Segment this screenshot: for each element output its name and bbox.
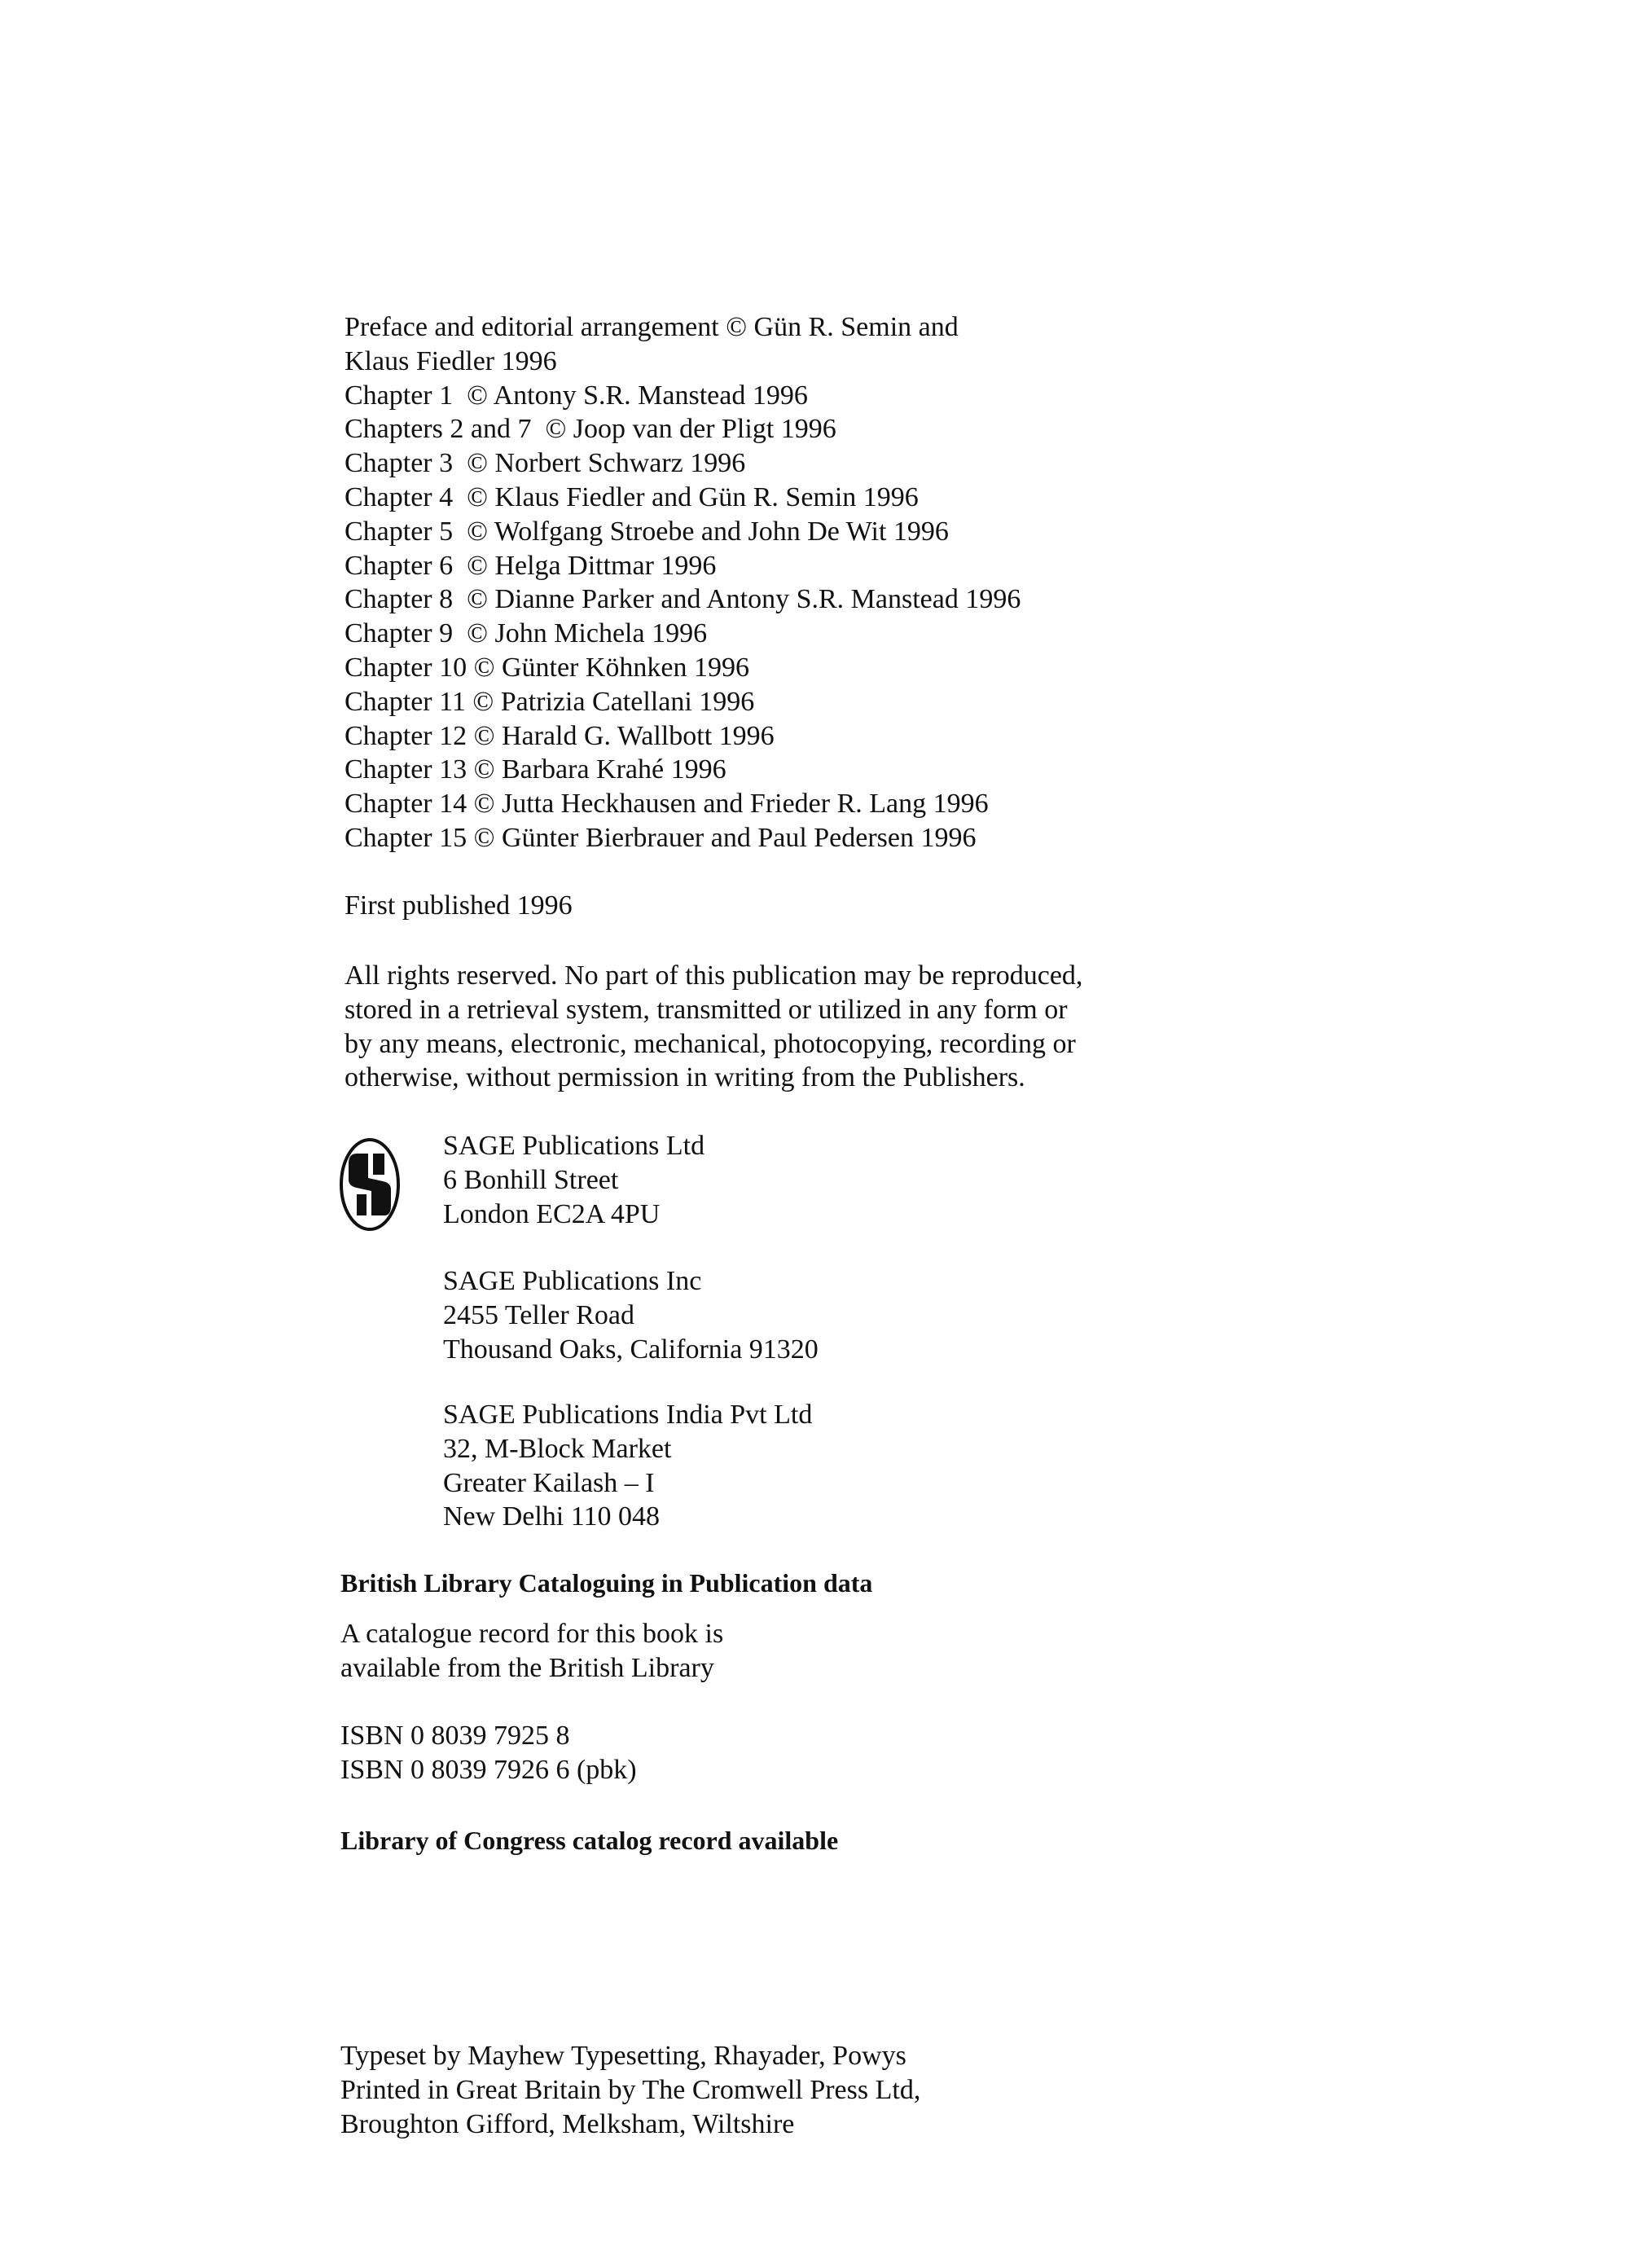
printer-line: Broughton Gifford, Melksham, Wiltshire xyxy=(340,2108,795,2139)
loc-heading: Library of Congress catalog record available xyxy=(340,1826,839,1855)
copyright-line: Chapter 14 © Jutta Heckhausen and Frieder R. Lang 1996 xyxy=(345,789,989,820)
rights-line: by any means, electronic, mechanical, photocopying, recording or xyxy=(345,1028,1076,1059)
address-line: SAGE Publications Inc xyxy=(443,1266,702,1296)
copyright-line: Chapter 8 © Dianne Parker and Antony S.R. Manstead 1996 xyxy=(345,584,1021,615)
copyright-line: Chapter 6 © Helga Dittmar 1996 xyxy=(345,550,717,581)
copyright-line: Chapter 1 © Antony S.R. Manstead 1996 xyxy=(345,380,808,411)
address-us xyxy=(443,1264,819,1366)
copyright-line: Chapter 11 © Patrizia Catellani 1996 xyxy=(345,686,755,717)
address-india xyxy=(443,1398,812,1534)
first-published: First published 1996 xyxy=(345,890,573,921)
copyright-line: Chapter 5 © Wolfgang Stroebe and John De Wit 1996 xyxy=(345,516,949,547)
copyright-line: Chapter 9 © John Michela 1996 xyxy=(345,618,708,649)
copyright-line: Chapters 2 and 7 © Joop van der Pligt 1996 xyxy=(345,414,836,445)
rights-line: otherwise, without permission in writing from the Publishers. xyxy=(345,1062,1025,1093)
address-line: 2455 Teller Road xyxy=(443,1299,634,1330)
address-line: SAGE Publications India Pvt Ltd xyxy=(443,1400,813,1430)
address-line: Greater Kailash – I xyxy=(443,1467,655,1498)
bl-line: available from the British Library xyxy=(340,1652,714,1683)
copyright-line: Chapter 10 © Günter Köhnken 1996 xyxy=(345,652,750,683)
printer-line: Typeset by Mayhew Typesetting, Rhayader, Powys xyxy=(340,2041,906,2071)
copyright-line: Chapter 15 © Günter Bierbrauer and Paul Pedersen 1996 xyxy=(345,822,977,853)
rights-statement xyxy=(345,959,1082,1095)
isbn-block xyxy=(340,1719,637,1787)
bl-text xyxy=(340,1617,723,1686)
copyright-line: Klaus Fiedler 1996 xyxy=(345,345,557,376)
copyright-notices xyxy=(345,310,1021,855)
isbn-line: ISBN 0 8039 7926 6 (pbk) xyxy=(340,1754,637,1785)
copyright-line: Preface and editorial arrangement © Gün R. Semin and xyxy=(345,312,959,342)
copyright-line: Chapter 13 © Barbara Krahé 1996 xyxy=(345,754,726,785)
printer-info xyxy=(340,2039,920,2141)
copyright-line: Chapter 3 © Norbert Schwarz 1996 xyxy=(345,448,746,479)
address-line: 6 Bonhill Street xyxy=(443,1164,619,1195)
rights-line: stored in a retrieval system, transmitted or utilized in any form or xyxy=(345,994,1068,1025)
address-line: SAGE Publications Ltd xyxy=(443,1131,705,1161)
rights-line: All rights reserved. No part of this publication may be reproduced, xyxy=(345,960,1083,991)
copyright-line: Chapter 4 © Klaus Fiedler and Gün R. Semin 1996 xyxy=(345,481,919,512)
copyright-line: Chapter 12 © Harald G. Wallbott 1996 xyxy=(345,720,775,751)
bl-heading: British Library Cataloguing in Publication data xyxy=(340,1568,873,1598)
address-line: London EC2A 4PU xyxy=(443,1198,661,1229)
address-line: New Delhi 110 048 xyxy=(443,1501,660,1532)
printer-line: Printed in Great Britain by The Cromwell Press Ltd, xyxy=(340,2074,921,2105)
address-line: 32, M-Block Market xyxy=(443,1433,672,1464)
bl-line: A catalogue record for this book is xyxy=(340,1619,724,1649)
address-uk xyxy=(443,1129,704,1231)
sage-logo-icon xyxy=(339,1137,401,1232)
address-line: Thousand Oaks, California 91320 xyxy=(443,1334,819,1365)
isbn-line: ISBN 0 8039 7925 8 xyxy=(340,1721,570,1751)
